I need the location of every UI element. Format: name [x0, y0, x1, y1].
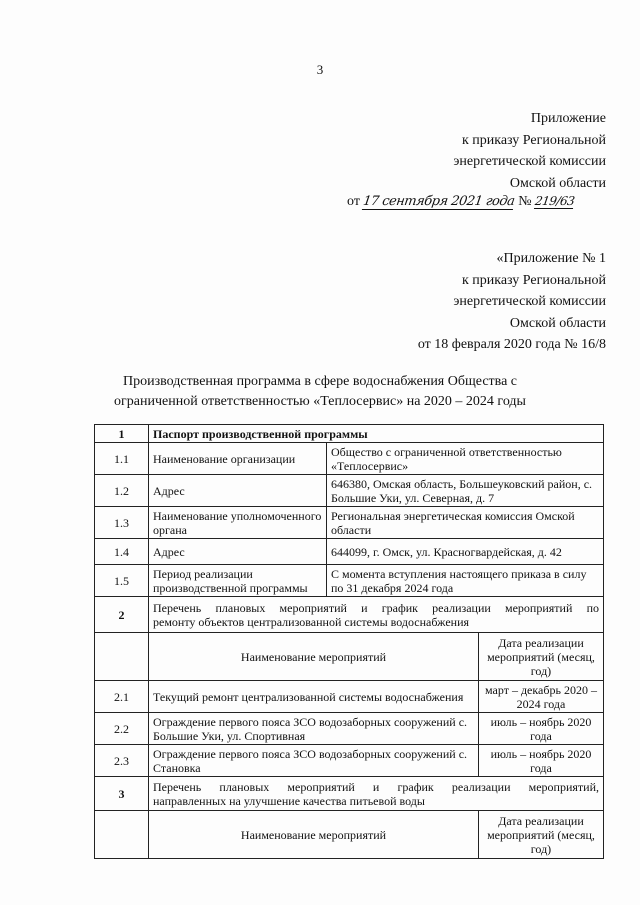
activity-name: Текущий ремонт централизованной системы водоснабжения: [149, 681, 479, 713]
section-heading-line: Перечень плановых мероприятий и график реализации мероприятий,: [153, 779, 599, 794]
section-heading-line: направленных на улучшение качества питьевой воды: [153, 793, 425, 808]
column-header-name: Наименование мероприятий: [149, 633, 479, 681]
row-label: Наименование уполномоченного органа: [149, 507, 327, 539]
row-number: 2.1: [95, 681, 149, 713]
column-header-row: [95, 811, 604, 859]
row-number: 1.4: [95, 539, 149, 565]
table-row: [95, 565, 604, 597]
order-date-line: [347, 194, 574, 210]
section-heading-line: ремонту объектов централизованной системы водоснабжения: [153, 614, 470, 629]
original-appendix-line: от 18 февраля 2020 года № 16/8: [417, 337, 606, 352]
appendix-line: Омской области: [509, 175, 606, 191]
section-row: [95, 425, 604, 443]
section-row: [95, 597, 604, 633]
table-row: [95, 713, 604, 745]
handwritten-number: 219/63: [534, 194, 576, 208]
section-number: 3: [95, 777, 149, 811]
row-label: Период реализации производственной программы: [149, 565, 327, 597]
column-header-row: [95, 633, 604, 681]
appendix-line: к приказу Региональной: [461, 132, 606, 148]
column-header-date: Дата реализации мероприятий (месяц, год): [479, 811, 604, 859]
table-row: [95, 507, 604, 539]
row-value: Региональная энергетическая комиссия Омской области: [327, 507, 604, 539]
row-number: 2.2: [95, 713, 149, 745]
column-header-name: Наименование мероприятий: [149, 811, 479, 859]
empty-cell: [95, 633, 149, 681]
row-value: Общество с ограниченной ответственностью «Теплосервис»: [327, 443, 604, 475]
title-line: ограниченной ответственностью «Теплосервис» на 2020 – 2024 годы: [114, 394, 526, 409]
document-title: [60, 372, 580, 412]
table-row: [95, 681, 604, 713]
handwritten-date: 17 сентября 2021 года: [362, 194, 516, 209]
empty-cell: [95, 811, 149, 859]
number-prefix: №: [518, 194, 532, 209]
original-appendix-line: Омской области: [509, 315, 606, 331]
row-value: 646380, Омская область, Большеуковский район, с. Большие Уки, ул. Северная, д. 7: [327, 475, 604, 507]
original-appendix-line: «Приложение № 1: [496, 251, 606, 266]
table-row: [95, 443, 604, 475]
section-heading: [149, 597, 604, 633]
table-row: [95, 475, 604, 507]
row-number: 2.3: [95, 745, 149, 777]
page-number: 3: [316, 62, 324, 77]
date-prefix: от: [347, 194, 360, 209]
section-row: [95, 777, 604, 811]
appendix-header: [453, 108, 606, 194]
activity-name: Ограждение первого пояса ЗСО водозаборных сооружений с. Становка: [149, 745, 479, 777]
title-line: Производственная программа в сфере водоснабжения Общества с: [122, 374, 518, 389]
appendix-line: Приложение: [530, 111, 606, 126]
row-number: 1.5: [95, 565, 149, 597]
appendix-line: энергетической комиссии: [453, 154, 606, 169]
row-number: 1.1: [95, 443, 149, 475]
column-header-date: Дата реализации мероприятий (месяц, год): [479, 633, 604, 681]
table-row: [95, 745, 604, 777]
original-appendix-line: энергетической комиссии: [453, 294, 606, 309]
section-heading-line: Перечень плановых мероприятий и график реализации мероприятий по: [153, 600, 599, 615]
program-table: [94, 424, 604, 859]
section-number: 2: [95, 597, 149, 633]
original-appendix-header: [418, 248, 606, 356]
row-value: 644099, г. Омск, ул. Красногвардейская, д. 42: [327, 539, 604, 565]
row-number: 1.3: [95, 507, 149, 539]
row-label: Адрес: [149, 475, 327, 507]
section-heading: [149, 777, 604, 811]
row-number: 1.2: [95, 475, 149, 507]
section-heading: Паспорт производственной программы: [149, 425, 604, 443]
row-label: Адрес: [149, 539, 327, 565]
table-row: [95, 539, 604, 565]
row-label: Наименование организации: [149, 443, 327, 475]
activity-name: Ограждение первого пояса ЗСО водозаборных сооружений с. Большие Уки, ул. Спортивная: [149, 713, 479, 745]
activity-date: июль – ноябрь 2020 года: [479, 713, 604, 745]
row-value: С момента вступления настоящего приказа в силу по 31 декабря 2024 года: [327, 565, 604, 597]
activity-date: июль – ноябрь 2020 года: [479, 745, 604, 777]
section-number: 1: [95, 425, 149, 443]
activity-date: март – декабрь 2020 – 2024 года: [479, 681, 604, 713]
original-appendix-line: к приказу Региональной: [461, 272, 606, 288]
